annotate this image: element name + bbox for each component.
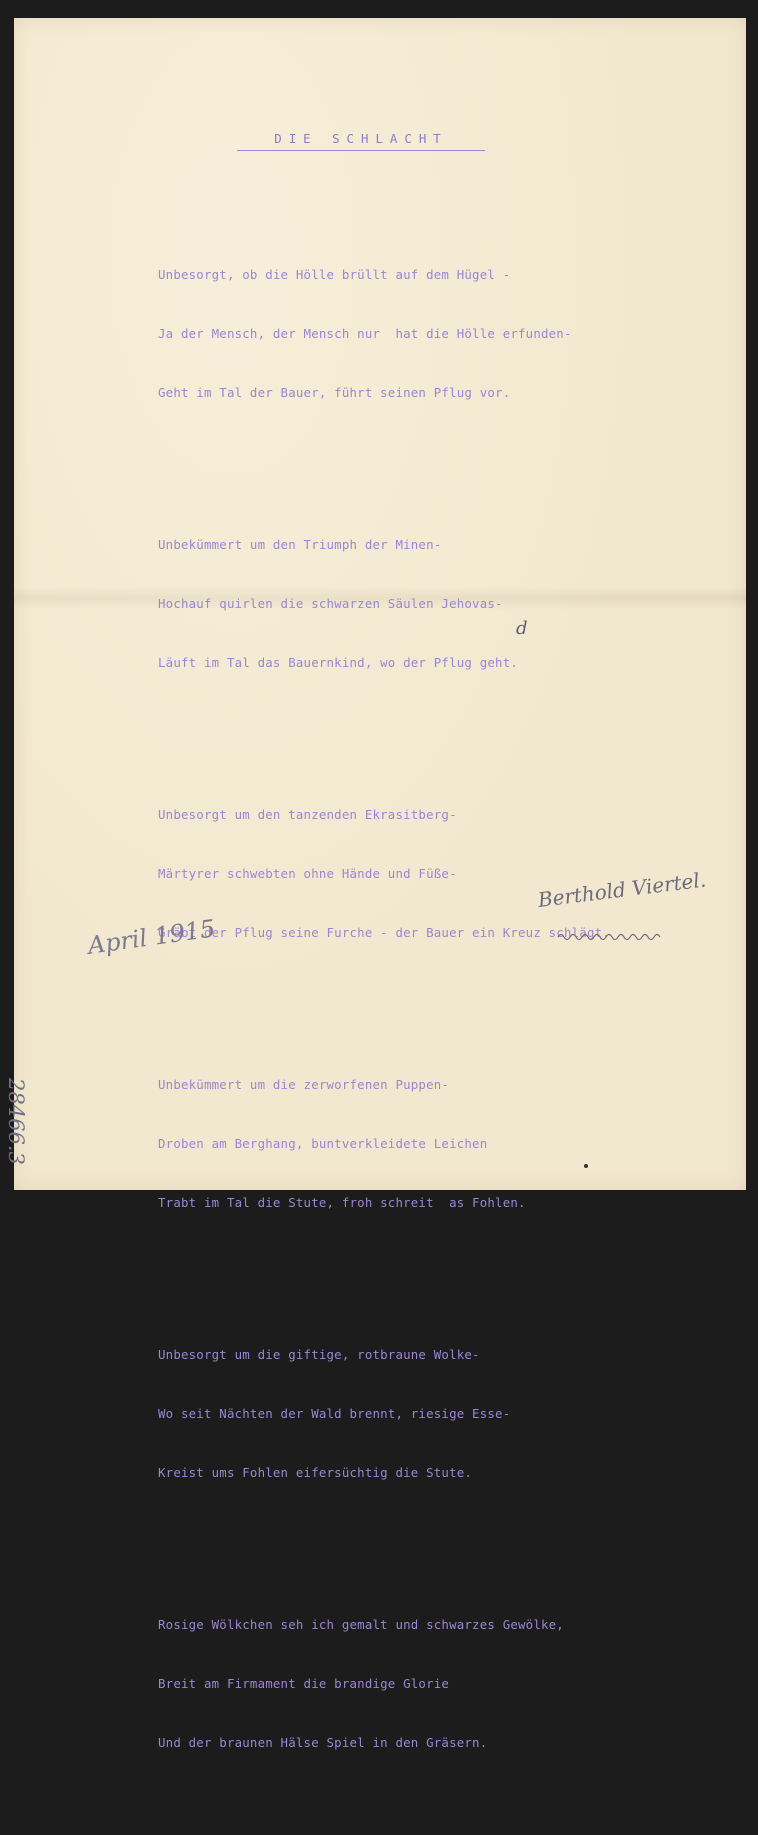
poem-line: Droben am Berghang, buntverkleidete Leichen [158, 1136, 488, 1151]
poem-line: Gräbt der Pflug seine Furche - der Bauer ein Kreuz schlägt. [158, 925, 610, 940]
signature-underline-flourish [556, 930, 668, 942]
stanza-4 [158, 1040, 738, 1247]
poem-line: Märtyrer schwebten ohne Hände und Füße- [158, 866, 457, 881]
poem-line: Unbekümmert um die zerworfenen Puppen- [158, 1077, 450, 1092]
poem-line: Und der braunen Hälse Spiel in den Gräsern. [158, 1735, 488, 1750]
poem-line: Unbesorgt um die giftige, rotbraune Wolke- [158, 1347, 480, 1362]
poem-line: Trabt im Tal die Stute, froh schreit as Fohlen. [158, 1195, 526, 1210]
ink-dot [584, 1164, 588, 1168]
poem-line: Rosige Wölkchen seh ich gemalt und schwarzes Gewölke, [158, 1617, 564, 1632]
poem-line: Breit am Firmament die brandige Glorie [158, 1676, 450, 1691]
signature: Berthold Viertel. [536, 867, 708, 912]
handwritten-correction: d [516, 618, 528, 639]
poem-title: DIE SCHLACHT [274, 131, 448, 146]
archive-number: 28466.3 [4, 1078, 28, 1165]
poem-line: Hochauf quirlen die schwarzen Säulen Jehovas- [158, 596, 503, 611]
poem-line: Unbesorgt, ob die Hölle brüllt auf dem Hügel - [158, 267, 511, 282]
stanza-1 [158, 230, 738, 437]
poem-line: Geht im Tal der Bauer, führt seinen Pflug vor. [158, 385, 511, 400]
poem-line: Ja der Mensch, der Mensch nur hat die Hölle erfunden- [158, 326, 572, 341]
poem-line: Läuft im Tal das Bauernkind, wo der Pflug geht. [158, 655, 519, 670]
poem-line: Kreist ums Fohlen eifersüchtig die Stute. [158, 1465, 473, 1480]
stanza-6 [158, 1580, 738, 1787]
stanza-5 [158, 1310, 738, 1517]
poem-line: Wo seit Nächten der Wald brennt, riesige Esse- [158, 1406, 511, 1421]
poem-body [158, 200, 738, 1835]
poem-line: Unbesorgt um den tanzenden Ekrasitberg- [158, 807, 457, 822]
title-underline [237, 150, 485, 151]
stanza-2 [158, 500, 738, 707]
pencil-date-note: April 1915 [86, 914, 217, 960]
poem-line: Unbekümmert um den Triumph der Minen- [158, 537, 442, 552]
